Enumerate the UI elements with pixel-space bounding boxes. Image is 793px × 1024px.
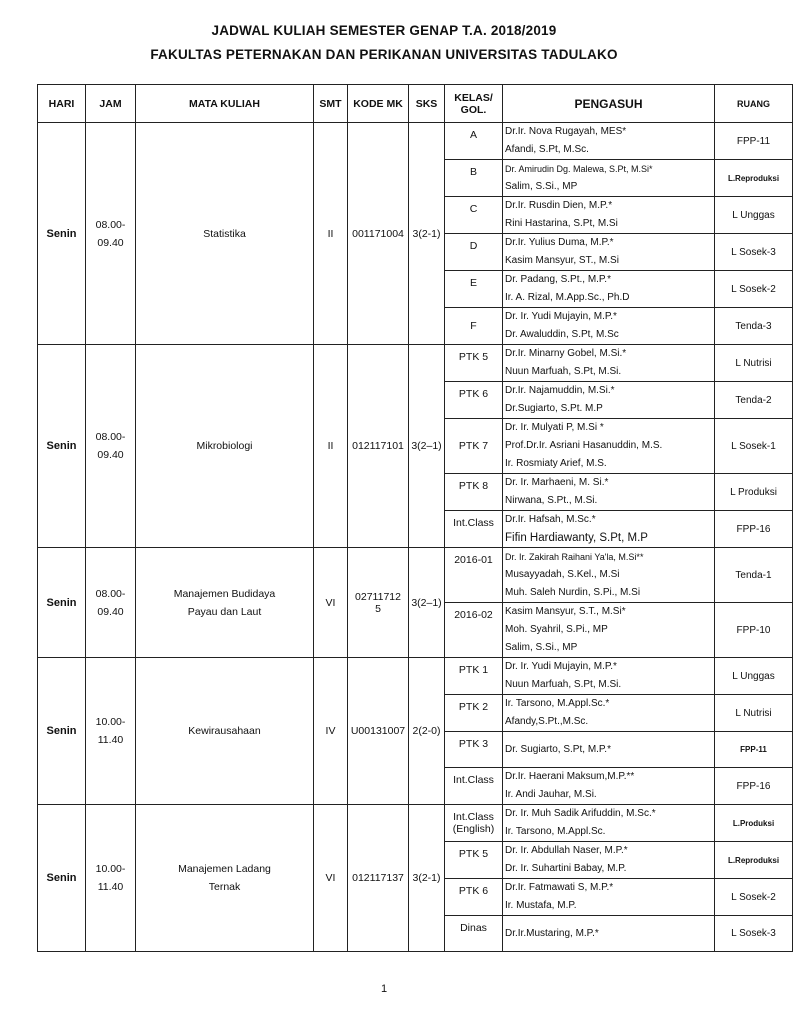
ruang-cell: Tenda-3 <box>715 308 793 345</box>
kelas-cell <box>445 916 503 952</box>
jam-end: 09.40 <box>97 449 124 461</box>
pengasuh-name: Nirwana, S.Pt., M.Si. <box>505 495 598 506</box>
table-header-row <box>38 85 793 123</box>
pengasuh-name: Dr. Awaluddin, S.Pt, M.Sc <box>505 329 619 340</box>
pengasuh-cell <box>503 768 715 805</box>
hari-cell: Senin <box>38 123 86 345</box>
kelas-cell <box>445 382 503 419</box>
kelas-cell <box>445 879 503 916</box>
pengasuh-name: Afandi, S.Pt, M.Sc. <box>505 144 589 155</box>
pengasuh-name: Dr.Ir. Minarny Gobel, M.Si.* <box>505 348 627 359</box>
pengasuh-cell <box>503 160 715 197</box>
pengasuh-name: Dr. Amirudin Dg. Malewa, S.Pt, M.Si* <box>505 164 653 174</box>
jam-cell <box>86 658 136 805</box>
col-header-mata-kuliah: MATA KULIAH <box>136 85 314 123</box>
pengasuh-name: Fifin Hardiawanty, S.Pt, M.P <box>505 532 648 544</box>
mata-kuliah-line1: Kewirausahaan <box>188 725 261 737</box>
kelas-cell <box>445 160 503 197</box>
kelas-label: PTK 5 <box>458 848 489 860</box>
col-header-kelas-line1: KELAS/ <box>454 91 493 104</box>
pengasuh-name: Dr. Ir. Yudi Mujayin, M.P.* <box>505 311 617 322</box>
kelas-cell <box>445 197 503 234</box>
pengasuh-cell <box>503 842 715 879</box>
jam-cell <box>86 805 136 952</box>
kelas-label: A <box>469 129 477 141</box>
kelas-cell <box>445 345 503 382</box>
pengasuh-name: Dr.Ir.Mustaring, M.P.* <box>505 927 599 939</box>
kelas-label: 2016-01 <box>454 554 493 566</box>
kelas-cell <box>445 474 503 511</box>
kelas-label: B <box>469 166 477 178</box>
hari-cell: Senin <box>38 345 86 548</box>
sks-cell: 3(2-1) <box>409 805 445 952</box>
kelas-label: PTK 2 <box>458 701 489 713</box>
sks-cell: 3(2–1) <box>409 548 445 658</box>
schedule-table <box>37 84 793 952</box>
kelas-label: D <box>469 240 478 252</box>
kelas-label: PTK 3 <box>458 738 489 750</box>
kode-mk-line1: 001171004 <box>352 227 404 240</box>
kode-mk-line1: 012117101 <box>352 440 404 452</box>
hari-cell: Senin <box>38 658 86 805</box>
ruang-cell: FPP-16 <box>715 768 793 805</box>
pengasuh-name: Nuun Marfuah, S.Pt, M.Si. <box>505 366 622 377</box>
kode-mk-line1: U00131007 <box>350 725 406 737</box>
ruang-cell: FPP-11 <box>715 123 793 160</box>
sks-cell: 3(2-1) <box>409 123 445 345</box>
kelas-label: PTK 1 <box>458 664 489 676</box>
kelas-label: C <box>469 203 478 215</box>
mata-kuliah-cell <box>136 548 314 658</box>
pengasuh-name: Kasim Mansyur, ST., M.Si <box>505 255 619 266</box>
col-header-hari: HARI <box>38 85 86 123</box>
kelas-label: PTK 5 <box>458 351 489 363</box>
smt-cell: II <box>314 123 348 345</box>
col-header-ruang: RUANG <box>715 85 793 123</box>
mata-kuliah-cell <box>136 123 314 345</box>
page-number: 1 <box>380 983 388 995</box>
pengasuh-name: Ir. Rosmiaty Arief, M.S. <box>505 458 607 469</box>
pengasuh-name: Dr. Sugiarto, S.Pt, M.P.* <box>505 743 611 755</box>
jam-start: 08.00- <box>95 587 126 600</box>
pengasuh-name: Ir. Mustafa, M.P. <box>505 900 577 911</box>
kelas-label: PTK 6 <box>458 885 489 897</box>
ruang-cell: L Unggas <box>715 197 793 234</box>
table-row <box>38 805 793 842</box>
kode-mk-cell <box>348 658 409 805</box>
ruang-cell: FPP-11 <box>715 732 793 768</box>
pengasuh-name: Salim, S.Si., MP <box>505 181 578 192</box>
ruang-cell: L Unggas <box>715 658 793 695</box>
kelas-cell <box>445 658 503 695</box>
kelas-cell <box>445 419 503 474</box>
pengasuh-cell <box>503 603 715 658</box>
pengasuh-name: Kasim Mansyur, S.T., M.Si* <box>505 606 626 617</box>
col-header-pengasuh: PENGASUH <box>503 85 715 123</box>
pengasuh-cell <box>503 271 715 308</box>
pengasuh-name: Dr. Ir. Suhartini Babay, M.P. <box>505 863 627 874</box>
document-title: JADWAL KULIAH SEMESTER GENAP T.A. 2018/2019 <box>211 23 557 38</box>
pengasuh-name: Rini Hastarina, S.Pt, M.Si <box>505 218 618 229</box>
ruang-cell: Tenda-1 <box>715 548 793 603</box>
pengasuh-name: Dr. Padang, S.Pt., M.P.* <box>505 274 611 285</box>
col-header-kode-mk: KODE MK <box>348 85 409 123</box>
pengasuh-name: Nuun Marfuah, S.Pt, M.Si. <box>505 679 622 690</box>
smt-cell: VI <box>314 548 348 658</box>
pengasuh-name: Ir. Tarsono, M.Appl.Sc.* <box>505 698 610 709</box>
pengasuh-name: Prof.Dr.Ir. Asriani Hasanuddin, M.S. <box>505 440 663 451</box>
pengasuh-cell <box>503 658 715 695</box>
kode-mk-cell <box>348 805 409 952</box>
kode-mk-line1: 012117137 <box>352 872 404 884</box>
kelas-label: 2016-02 <box>454 609 493 621</box>
jam-cell <box>86 123 136 345</box>
pengasuh-name: Dr. Ir. Mulyati P, M.Si * <box>505 422 604 433</box>
mata-kuliah-line1: Statistika <box>203 227 246 240</box>
jam-end: 11.40 <box>97 881 124 893</box>
pengasuh-name: Dr.Ir. Rusdin Dien, M.P.* <box>505 200 613 211</box>
mata-kuliah-cell <box>136 345 314 548</box>
kelas-label: E <box>469 277 477 289</box>
kelas-cell <box>445 732 503 768</box>
document-subtitle: FAKULTAS PETERNAKAN DAN PERIKANAN UNIVERSITAS TADULAKO <box>150 47 618 62</box>
mata-kuliah-line1: Manajemen Budidaya <box>173 587 276 600</box>
ruang-cell: L Sosek-2 <box>715 879 793 916</box>
kelas-cell <box>445 548 503 603</box>
jam-start: 10.00- <box>95 716 126 728</box>
ruang-cell: L.Produksi <box>715 805 793 842</box>
jam-cell <box>86 345 136 548</box>
pengasuh-cell <box>503 548 715 603</box>
jam-end: 09.40 <box>97 236 124 249</box>
pengasuh-name: Afandy,S.Pt.,M.Sc. <box>505 716 589 727</box>
kelas-label: F <box>470 320 477 332</box>
pengasuh-name: Musayyadah, S.Kel., M.Si <box>505 569 620 580</box>
pengasuh-name: Dr. Ir. Marhaeni, M. Si.* <box>505 477 609 488</box>
col-header-jam: JAM <box>86 85 136 123</box>
kode-mk-cell <box>348 345 409 548</box>
pengasuh-cell <box>503 916 715 952</box>
pengasuh-cell <box>503 511 715 548</box>
ruang-cell: FPP-10 <box>715 603 793 658</box>
pengasuh-cell <box>503 197 715 234</box>
pengasuh-cell <box>503 123 715 160</box>
kelas-label: Int.Class <box>453 517 494 529</box>
mata-kuliah-line2: Ternak <box>208 881 241 893</box>
mata-kuliah-line1: Manajemen Ladang <box>178 863 271 875</box>
col-header-kelas <box>445 85 503 123</box>
ruang-cell: L.Reproduksi <box>715 160 793 197</box>
kelas-cell <box>445 511 503 548</box>
kelas-cell <box>445 805 503 842</box>
ruang-cell: L Sosek-2 <box>715 271 793 308</box>
pengasuh-name: Ir. Andi Jauhar, M.Si. <box>505 789 597 800</box>
pengasuh-name: Dr.Ir. Najamuddin, M.Si.* <box>505 385 615 396</box>
pengasuh-cell <box>503 419 715 474</box>
pengasuh-name: Salim, S.Si., MP <box>505 642 578 653</box>
pengasuh-cell <box>503 234 715 271</box>
kode-mk-cell <box>348 123 409 345</box>
pengasuh-cell <box>503 695 715 732</box>
col-header-smt: SMT <box>314 85 348 123</box>
hari-cell: Senin <box>38 805 86 952</box>
ruang-cell: L Sosek-1 <box>715 419 793 474</box>
kelas-label: PTK 7 <box>458 440 489 452</box>
mata-kuliah-line1: Mikrobiologi <box>196 440 253 452</box>
kelas-label: Dinas <box>460 922 487 934</box>
jam-start: 08.00- <box>95 218 126 231</box>
kode-mk-line1: 02711712 <box>355 590 401 603</box>
sks-cell: 2(2-0) <box>409 658 445 805</box>
jam-cell <box>86 548 136 658</box>
sks-cell: 3(2–1) <box>409 345 445 548</box>
jam-start: 10.00- <box>95 863 126 875</box>
pengasuh-cell <box>503 345 715 382</box>
kelas-cell <box>445 271 503 308</box>
pengasuh-cell <box>503 308 715 345</box>
pengasuh-name: Dr. Ir. Muh Sadik Arifuddin, M.Sc.* <box>505 808 656 819</box>
pengasuh-name: Ir. Tarsono, M.Appl.Sc. <box>505 826 606 837</box>
kelas-cell <box>445 603 503 658</box>
pengasuh-name: Dr. Ir. Yudi Mujayin, M.P.* <box>505 661 617 672</box>
kelas-label: Int.Class <box>453 811 494 823</box>
kode-mk-cell <box>348 548 409 658</box>
jam-end: 09.40 <box>97 605 124 618</box>
pengasuh-name: Dr.Ir. Hafsah, M.Sc.* <box>505 514 596 525</box>
pengasuh-cell <box>503 879 715 916</box>
pengasuh-name: Dr.Ir. Fatmawati S, M.P.* <box>505 882 614 893</box>
mata-kuliah-cell <box>136 658 314 805</box>
kelas-cell <box>445 695 503 732</box>
pengasuh-name: Dr.Ir. Nova Rugayah, MES* <box>505 126 627 137</box>
smt-cell: VI <box>314 805 348 952</box>
ruang-cell: L Nutrisi <box>715 695 793 732</box>
table-row <box>38 345 793 382</box>
kelas-cell <box>445 308 503 345</box>
pengasuh-cell <box>503 382 715 419</box>
ruang-cell: FPP-16 <box>715 511 793 548</box>
pengasuh-name: Dr.Sugiarto, S.Pt. M.P <box>505 403 603 414</box>
col-header-kelas-line2: GOL. <box>460 103 487 116</box>
pengasuh-cell <box>503 474 715 511</box>
pengasuh-name: Dr. Ir. Zakirah Raihani Ya'la, M.Si** <box>505 552 644 562</box>
ruang-cell: Tenda-2 <box>715 382 793 419</box>
mata-kuliah-cell <box>136 805 314 952</box>
kelas-label: PTK 8 <box>458 480 489 492</box>
jam-end: 11.40 <box>97 734 124 746</box>
kode-mk-line2: 5 <box>375 602 381 615</box>
col-header-sks: SKS <box>409 85 445 123</box>
pengasuh-name: Dr.Ir. Haerani Maksum,M.P.** <box>505 771 635 782</box>
pengasuh-name: Dr. Ir. Abdullah Naser, M.P.* <box>505 845 628 856</box>
pengasuh-cell <box>503 805 715 842</box>
smt-cell: II <box>314 345 348 548</box>
kelas-cell <box>445 234 503 271</box>
pengasuh-cell <box>503 732 715 768</box>
ruang-cell: L Sosek-3 <box>715 234 793 271</box>
kelas-cell <box>445 123 503 160</box>
ruang-cell: L Nutrisi <box>715 345 793 382</box>
jam-start: 08.00- <box>95 431 126 443</box>
mata-kuliah-line2: Payau dan Laut <box>187 605 262 618</box>
kelas-label: PTK 6 <box>458 388 489 400</box>
kelas-cell <box>445 842 503 879</box>
hari-cell: Senin <box>38 548 86 658</box>
pengasuh-name: Moh. Syahril, S.Pi., MP <box>505 624 608 635</box>
ruang-cell: L Produksi <box>715 474 793 511</box>
ruang-cell: L Sosek-3 <box>715 916 793 952</box>
pengasuh-name: Dr.Ir. Yulius Duma, M.P.* <box>505 237 614 248</box>
pengasuh-name: Ir. A. Rizal, M.App.Sc., Ph.D <box>505 292 630 303</box>
ruang-cell: L.Reproduksi <box>715 842 793 879</box>
table-row <box>38 548 793 603</box>
table-row <box>38 658 793 695</box>
pengasuh-name: Muh. Saleh Nurdin, S.Pi., M.Si <box>505 587 641 598</box>
kelas-label-2: (English) <box>452 823 495 835</box>
smt-cell: IV <box>314 658 348 805</box>
table-row <box>38 123 793 160</box>
kelas-cell <box>445 768 503 805</box>
kelas-label: Int.Class <box>453 774 494 786</box>
